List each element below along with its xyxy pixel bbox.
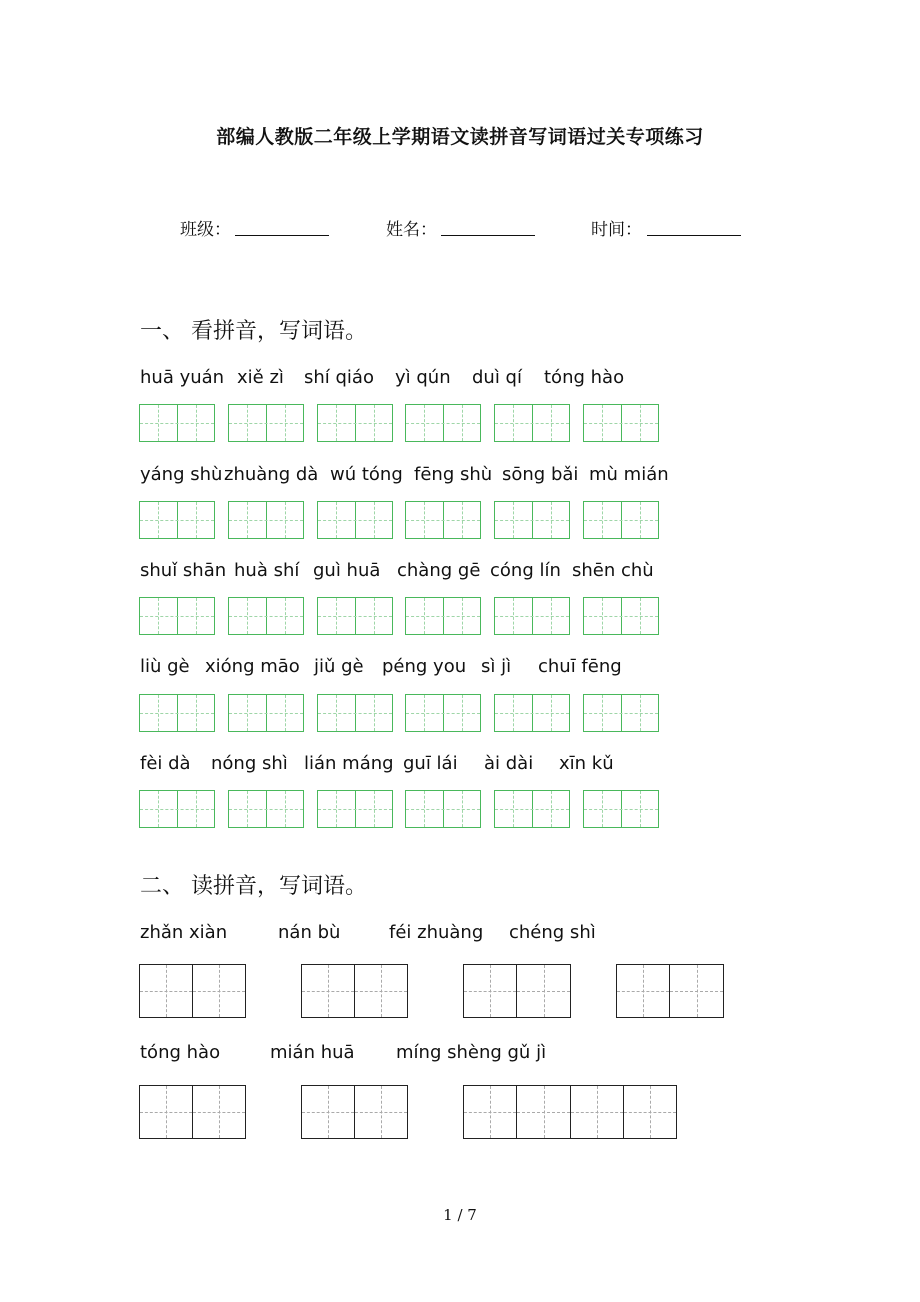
pinyin-label: chuī fēng [538, 656, 622, 677]
writing-grid[interactable] [494, 694, 570, 732]
writing-box[interactable] [301, 964, 408, 1018]
section2-pinyin-row-2 [0, 1042, 920, 1066]
writing-grid[interactable] [228, 501, 304, 539]
pinyin-label: nóng shì [211, 753, 288, 774]
section1-pinyin-row-5 [0, 753, 920, 777]
writing-grid[interactable] [583, 597, 659, 635]
pinyin-label: ài dài [484, 753, 534, 774]
pinyin-label: yáng shù [140, 464, 223, 485]
section1-pinyin-row-4 [0, 656, 920, 680]
section1-title: 一、 看拼音，写词语。 [140, 319, 367, 344]
writing-box[interactable] [301, 1085, 408, 1139]
writing-grid[interactable] [494, 790, 570, 828]
writing-grid[interactable] [317, 501, 393, 539]
pinyin-label: nán bù [278, 922, 341, 943]
writing-grid[interactable] [583, 790, 659, 828]
pinyin-label: yì qún [395, 367, 451, 388]
pinyin-label: xīn kǔ [559, 753, 614, 774]
pinyin-label: zhǎn xiàn [140, 922, 228, 943]
section1-pinyin-row-2 [0, 464, 920, 488]
time-field[interactable] [647, 235, 741, 236]
writing-grid[interactable] [228, 404, 304, 442]
writing-grid[interactable] [139, 501, 215, 539]
pinyin-label: chàng gē [397, 560, 481, 581]
page-title: 部编人教版二年级上学期语文读拼音写词语过关专项练习 [216, 126, 704, 148]
time-label: 时间： [591, 220, 642, 240]
writing-grid[interactable] [317, 404, 393, 442]
section1-pinyin-row-3 [0, 560, 920, 584]
pinyin-label: chéng shì [509, 922, 596, 943]
pinyin-label: fèi dà [140, 753, 191, 774]
writing-grid[interactable] [317, 694, 393, 732]
pinyin-label: sì jì [481, 656, 512, 677]
writing-grid[interactable] [405, 404, 481, 442]
page-number: 1 / 7 [443, 1206, 477, 1224]
pinyin-label: wú tóng [330, 464, 403, 485]
name-label: 姓名： [386, 220, 437, 240]
writing-box[interactable] [139, 964, 246, 1018]
writing-grid[interactable] [317, 790, 393, 828]
pinyin-label: jiǔ gè [314, 656, 364, 677]
pinyin-label: shí qiáo [304, 367, 374, 388]
writing-box[interactable] [139, 1085, 246, 1139]
pinyin-label: shuǐ shān [140, 560, 227, 581]
writing-grid[interactable] [228, 694, 304, 732]
writing-grid[interactable] [139, 404, 215, 442]
writing-grid[interactable] [494, 597, 570, 635]
writing-grid[interactable] [228, 597, 304, 635]
writing-box[interactable] [463, 964, 571, 1018]
class-field[interactable] [235, 235, 329, 236]
writing-grid[interactable] [405, 694, 481, 732]
writing-grid[interactable] [405, 790, 481, 828]
pinyin-label: mián huā [270, 1042, 355, 1063]
writing-grid[interactable] [405, 501, 481, 539]
pinyin-label: sōng bǎi [502, 464, 579, 485]
pinyin-label: lián máng [304, 753, 394, 774]
pinyin-label: xiě zì [237, 367, 284, 388]
pinyin-label: tóng hào [140, 1042, 221, 1063]
pinyin-label: liù gè [140, 656, 190, 677]
class-label: 班级： [180, 220, 231, 240]
pinyin-label: xióng māo [205, 656, 300, 677]
writing-grid[interactable] [139, 597, 215, 635]
pinyin-label: cóng lín [490, 560, 561, 581]
pinyin-label: fēng shù [414, 464, 493, 485]
pinyin-label: péng you [382, 656, 467, 677]
writing-grid[interactable] [317, 597, 393, 635]
writing-grid[interactable] [139, 694, 215, 732]
section2-pinyin-row-1 [0, 922, 920, 946]
writing-grid[interactable] [583, 694, 659, 732]
writing-box[interactable] [463, 1085, 677, 1139]
section2-title: 二、 读拼音，写词语。 [140, 874, 367, 899]
pinyin-label: guī lái [403, 753, 458, 774]
pinyin-label: féi zhuàng [389, 922, 484, 943]
pinyin-label: huā yuán [140, 367, 225, 388]
writing-grid[interactable] [405, 597, 481, 635]
pinyin-label: tóng hào [544, 367, 625, 388]
pinyin-label: zhuàng dà [224, 464, 319, 485]
writing-box[interactable] [616, 964, 724, 1018]
writing-grid[interactable] [583, 501, 659, 539]
pinyin-label: míng shèng gǔ jì [396, 1042, 547, 1063]
writing-grid[interactable] [583, 404, 659, 442]
writing-grid[interactable] [494, 501, 570, 539]
writing-grid[interactable] [494, 404, 570, 442]
writing-grid[interactable] [139, 790, 215, 828]
pinyin-label: guì huā [313, 560, 381, 581]
pinyin-label: huà shí [234, 560, 300, 581]
name-field[interactable] [441, 235, 535, 236]
pinyin-label: duì qí [472, 367, 522, 388]
pinyin-label: shēn chù [572, 560, 654, 581]
writing-grid[interactable] [228, 790, 304, 828]
section1-pinyin-row-1 [0, 367, 920, 391]
pinyin-label: mù mián [589, 464, 669, 485]
